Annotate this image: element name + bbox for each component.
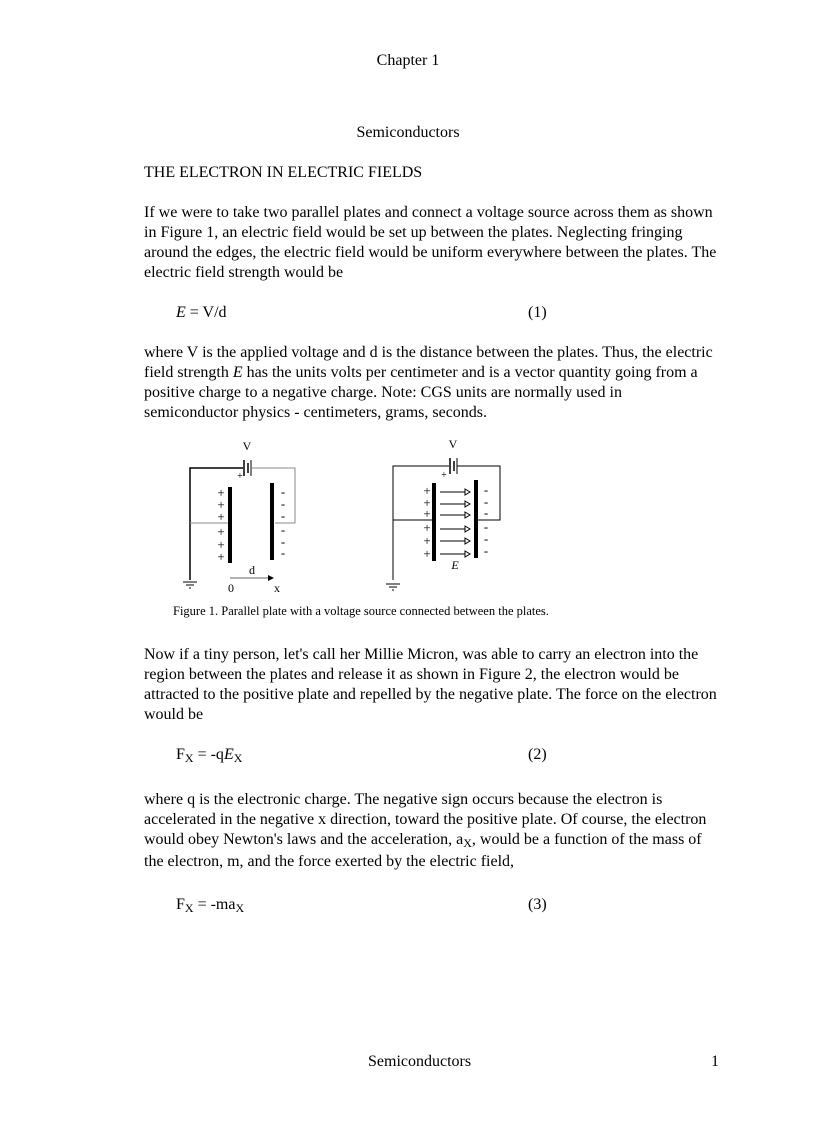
equation-3: $F_X = -ma_X$ [176, 896, 245, 915]
svg-text:+: + [217, 524, 225, 539]
voltage-label: V [242, 439, 252, 453]
paragraph-line: field strength E has the units volts per centimeter and is a vector quantity going from a [144, 364, 698, 381]
figure-caption: Figure 1. Parallel plate with a voltage source connected between the plates. [173, 604, 549, 618]
paragraph-line: would obey Newton's laws and the acceleration, $a_X$, would be a function of the mass of [144, 831, 702, 850]
svg-text:+: + [423, 546, 431, 561]
paragraph-line: where q is the electronic charge. The negative sign occurs because the electron is [144, 791, 663, 808]
page-number: 1 [711, 1053, 719, 1070]
svg-text:+: + [217, 509, 225, 524]
paragraph-line: positive charge to a negative charge. Note: CGS units are normally used in [144, 384, 622, 401]
chapter-label: Chapter 1 [376, 52, 440, 69]
paragraph-line: If we were to take two parallel plates and connect a voltage source across them as shown [144, 204, 713, 221]
svg-text:-: - [483, 543, 489, 558]
svg-text:+: + [423, 520, 431, 535]
svg-text:-: - [280, 545, 286, 560]
distance-label: d [249, 563, 255, 577]
paragraph-line: in Figure 1, an electric field would be set up between the plates. Neglecting fringing [144, 224, 683, 241]
negative-plate [474, 480, 478, 558]
origin-label: 0 [228, 581, 234, 595]
paragraph-line: semiconductor physics - centimeters, grams, seconds. [144, 404, 488, 421]
svg-text:+: + [423, 495, 431, 510]
paragraph-line: the electron, m, and the force exerted by the electric field, [144, 853, 515, 870]
footer-title: Semiconductors [368, 1053, 472, 1070]
svg-text:-: - [483, 494, 489, 509]
paragraph-line: region between the plates and release it as shown in Figure 2, the electron would be [144, 666, 679, 683]
svg-text:-: - [483, 505, 489, 520]
section-heading: THE ELECTRON IN ELECTRIC FIELDS [144, 164, 423, 181]
svg-text:-: - [280, 508, 286, 523]
positive-plate [432, 483, 436, 561]
negative-plate [270, 483, 274, 560]
paragraph-line: around the edges, the electric field would be uniform everywhere between the plates. The [144, 244, 717, 261]
field-label: E [451, 558, 459, 572]
positive-plate [228, 487, 232, 563]
svg-text:-: - [483, 482, 489, 497]
svg-text:+: + [217, 497, 225, 512]
paragraph-line: accelerated in the negative x direction, toward the positive plate. Of course, the electron [144, 811, 707, 828]
svg-text:-: - [280, 484, 286, 499]
voltage-label: V [448, 437, 458, 451]
svg-text:-: - [280, 534, 286, 549]
svg-text:-: - [280, 522, 286, 537]
x-axis-label: x [274, 581, 280, 595]
paragraph-line: electric field strength would be [144, 264, 344, 281]
svg-text:+: + [423, 506, 431, 521]
svg-text:-: - [483, 531, 489, 546]
page-title: Semiconductors [356, 124, 460, 141]
svg-text:+: + [423, 483, 431, 498]
svg-text:+: + [423, 533, 431, 548]
svg-text:-: - [280, 496, 286, 511]
svg-text:+: + [441, 470, 447, 481]
equation-1: E = V/d [176, 304, 227, 321]
svg-text:+: + [217, 537, 225, 552]
paragraph-line: Now if a tiny person, let's call her Millie Micron, was able to carry an electron into the [144, 646, 699, 663]
paragraph-line: would be [144, 706, 204, 723]
svg-text:+: + [217, 485, 225, 500]
paragraph-line: where V is the applied voltage and d is the distance between the plates. Thus, the electric [144, 344, 713, 361]
svg-text:+: + [237, 471, 243, 482]
svg-text:+: + [217, 549, 225, 564]
svg-text:-: - [483, 519, 489, 534]
equation-1-number: (1) [528, 304, 547, 321]
equation-2: $F_X = -qE_X$ [176, 746, 243, 765]
equation-3-number: (3) [528, 896, 547, 913]
paragraph-line: attracted to the positive plate and repelled by the negative plate. The force on the electron [144, 686, 717, 703]
equation-2-number: (2) [528, 746, 547, 763]
